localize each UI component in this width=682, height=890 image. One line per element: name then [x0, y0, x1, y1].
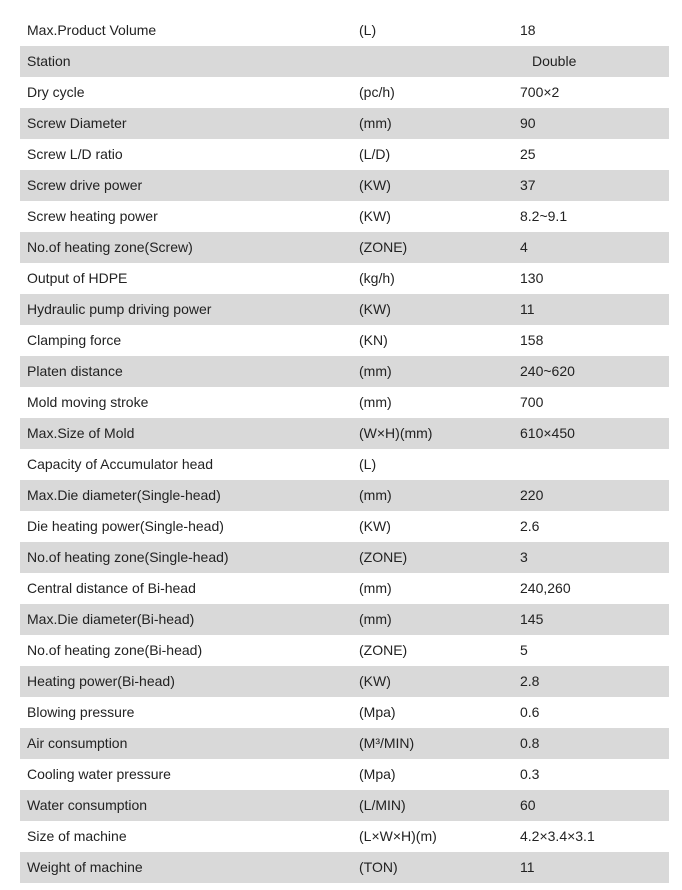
table-row — [20, 852, 669, 883]
value-cell: 220 — [520, 487, 544, 503]
unit-cell: (ZONE) — [359, 642, 408, 658]
value-cell: 90 — [520, 115, 536, 131]
value-cell: 8.2~9.1 — [520, 208, 568, 224]
table-row — [20, 325, 669, 356]
unit-cell: (W×H)(mm) — [359, 425, 433, 441]
unit-cell: (mm) — [359, 487, 392, 503]
value-cell: 3 — [520, 549, 528, 565]
parameter-cell: Output of HDPE — [27, 270, 128, 286]
unit-cell: (mm) — [359, 115, 392, 131]
parameter-cell: Screw heating power — [27, 208, 158, 224]
table-row — [20, 511, 669, 542]
unit-cell: (L/MIN) — [359, 797, 406, 813]
table-row — [20, 139, 669, 170]
table-row — [20, 201, 669, 232]
parameter-cell: Screw Diameter — [27, 115, 127, 131]
value-cell: 145 — [520, 611, 544, 627]
parameter-cell: Heating power(Bi-head) — [27, 673, 175, 689]
unit-cell: (L) — [359, 22, 377, 38]
parameter-cell: Air consumption — [27, 735, 128, 751]
parameter-cell: Station — [27, 53, 71, 69]
unit-cell: (KW) — [359, 177, 391, 193]
parameter-cell: Die heating power(Single-head) — [27, 518, 224, 534]
parameter-cell: Max.Size of Mold — [27, 425, 135, 441]
table-row — [20, 728, 669, 759]
spec-table — [20, 15, 669, 883]
value-cell: 11 — [520, 301, 535, 317]
parameter-cell: Water consumption — [27, 797, 148, 813]
table-row — [20, 418, 669, 449]
unit-cell: (M³/MIN) — [359, 735, 415, 751]
value-cell: 2.6 — [520, 518, 540, 534]
value-cell: 25 — [520, 146, 536, 162]
parameter-cell: Platen distance — [27, 363, 123, 379]
table-row — [20, 666, 669, 697]
unit-cell: (kg/h) — [359, 270, 395, 286]
table-row — [20, 356, 669, 387]
unit-cell: (KW) — [359, 208, 391, 224]
value-cell: 700×2 — [520, 84, 560, 100]
parameter-cell: Mold moving stroke — [27, 394, 149, 410]
unit-cell: (mm) — [359, 394, 392, 410]
parameter-cell: Blowing pressure — [27, 704, 135, 720]
parameter-cell: Clamping force — [27, 332, 122, 348]
unit-cell: (KW) — [359, 518, 391, 534]
value-cell: 240~620 — [520, 363, 575, 379]
parameter-cell: Max.Die diameter(Bi-head) — [27, 611, 195, 627]
value-cell: 700 — [520, 394, 544, 410]
unit-cell: (Mpa) — [359, 704, 396, 720]
table-row — [20, 294, 669, 325]
parameter-cell: Max.Product Volume — [27, 22, 157, 38]
unit-cell: (TON) — [359, 859, 398, 875]
parameter-cell: Hydraulic pump driving power — [27, 301, 212, 317]
value-cell: 0.6 — [520, 704, 540, 720]
value-cell: 610×450 — [520, 425, 575, 441]
value-cell: 130 — [520, 270, 544, 286]
table-row — [20, 170, 669, 201]
table-row — [20, 15, 669, 46]
value-cell: Double — [532, 53, 577, 69]
unit-cell: (KW) — [359, 301, 391, 317]
parameter-cell: Size of machine — [27, 828, 127, 844]
parameter-cell: No.of heating zone(Bi-head) — [27, 642, 203, 658]
table-row — [20, 449, 669, 480]
table-row — [20, 480, 669, 511]
parameter-cell: Central distance of Bi-head — [27, 580, 196, 596]
table-row — [20, 573, 669, 604]
table-row — [20, 821, 669, 852]
parameter-cell: Screw L/D ratio — [27, 146, 123, 162]
table-row — [20, 232, 669, 263]
unit-cell: (Mpa) — [359, 766, 396, 782]
unit-cell: (KN) — [359, 332, 388, 348]
unit-cell: (KW) — [359, 673, 391, 689]
table-row — [20, 697, 669, 728]
table-row — [20, 77, 669, 108]
table-row — [20, 46, 669, 77]
unit-cell: (L×W×H)(m) — [359, 828, 437, 844]
table-row — [20, 604, 669, 635]
parameter-cell: No.of heating zone(Screw) — [27, 239, 193, 255]
table-row — [20, 759, 669, 790]
table-row — [20, 790, 669, 821]
unit-cell: (mm) — [359, 611, 392, 627]
unit-cell: (ZONE) — [359, 239, 408, 255]
parameter-cell: Dry cycle — [27, 84, 85, 100]
unit-cell: (L) — [359, 456, 377, 472]
value-cell: 0.8 — [520, 735, 540, 751]
value-cell: 60 — [520, 797, 536, 813]
value-cell: 18 — [520, 22, 536, 38]
table-row — [20, 263, 669, 294]
table-row — [20, 635, 669, 666]
unit-cell: (mm) — [359, 363, 392, 379]
value-cell: 0.3 — [520, 766, 540, 782]
value-cell: 2.8 — [520, 673, 540, 689]
table-row — [20, 542, 669, 573]
parameter-cell: No.of heating zone(Single-head) — [27, 549, 229, 565]
value-cell: 11 — [520, 859, 535, 875]
unit-cell: (pc/h) — [359, 84, 395, 100]
value-cell: 4 — [520, 239, 528, 255]
unit-cell: (mm) — [359, 580, 392, 596]
value-cell: 240,260 — [520, 580, 571, 596]
parameter-cell: Weight of machine — [27, 859, 143, 875]
parameter-cell: Max.Die diameter(Single-head) — [27, 487, 221, 503]
parameter-cell: Cooling water pressure — [27, 766, 171, 782]
parameter-cell: Screw drive power — [27, 177, 143, 193]
unit-cell: (L/D) — [359, 146, 391, 162]
parameter-cell: Capacity of Accumulator head — [27, 456, 213, 472]
table-row — [20, 108, 669, 139]
table-row — [20, 387, 669, 418]
value-cell: 5 — [520, 642, 528, 658]
value-cell: 37 — [520, 177, 536, 193]
unit-cell: (ZONE) — [359, 549, 408, 565]
value-cell: 158 — [520, 332, 544, 348]
value-cell: 4.2×3.4×3.1 — [520, 828, 595, 844]
